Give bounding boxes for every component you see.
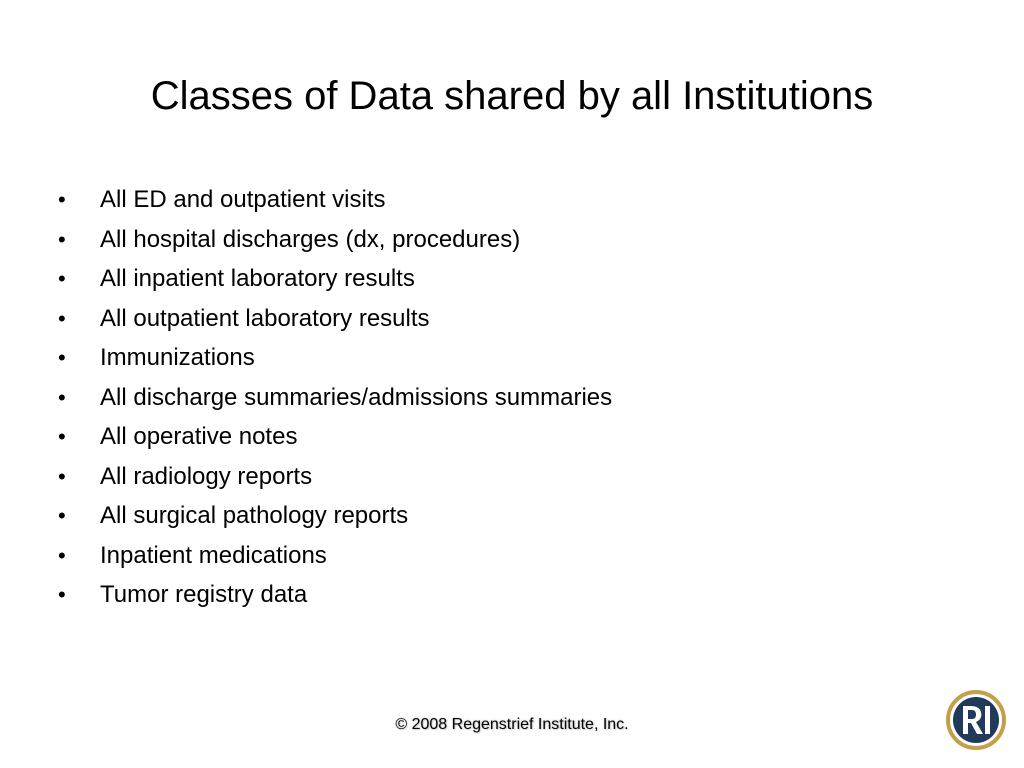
logo-graphic (946, 690, 1006, 750)
bullet-text: All outpatient laboratory results (100, 304, 430, 332)
bullet-dot-icon: • (58, 424, 66, 449)
bullet-item (58, 180, 612, 220)
bullet-text: All discharge summaries/admissions summaries (100, 383, 613, 411)
regenstrief-logo-icon (946, 690, 1006, 750)
bullet-list (58, 180, 612, 615)
bullet-item (58, 299, 612, 339)
bullet-dot-icon: • (58, 463, 66, 489)
copyright-footer: © 2008 Regenstrief Institute, Inc. (395, 716, 629, 733)
bullet-dot-icon: • (58, 226, 66, 252)
bullet-item (58, 575, 612, 615)
bullet-text: Tumor registry data (100, 581, 308, 608)
bullet-dot-icon: • (58, 582, 66, 607)
bullet-item (58, 496, 612, 536)
bullet-dot-icon: • (58, 503, 66, 528)
bullet-item (58, 338, 612, 378)
bullet-item (58, 378, 612, 418)
bullet-text: All radiology reports (100, 462, 313, 490)
bullet-text: All inpatient laboratory results (100, 265, 415, 292)
bullet-dot-icon: • (58, 187, 66, 212)
bullet-item (58, 417, 612, 457)
slide-title: Classes of Data shared by all Institutions (150, 74, 874, 118)
bullet-text: All ED and outpatient visits (100, 186, 386, 213)
bullet-dot-icon: • (58, 542, 66, 568)
bullet-text: All operative notes (100, 423, 298, 450)
bullet-dot-icon: • (58, 266, 66, 291)
bullet-item (58, 457, 612, 497)
bullet-text: Immunizations (100, 344, 255, 371)
bullet-item (58, 220, 612, 260)
bullet-item (58, 259, 612, 299)
bullet-text: All hospital discharges (dx, procedures) (100, 225, 521, 253)
bullet-text: All surgical pathology reports (100, 502, 409, 529)
bullet-dot-icon: • (58, 384, 66, 410)
bullet-dot-icon: • (58, 345, 66, 370)
bullet-item (58, 536, 612, 576)
bullet-text: Inpatient medications (100, 541, 327, 569)
bullet-dot-icon: • (58, 305, 66, 331)
